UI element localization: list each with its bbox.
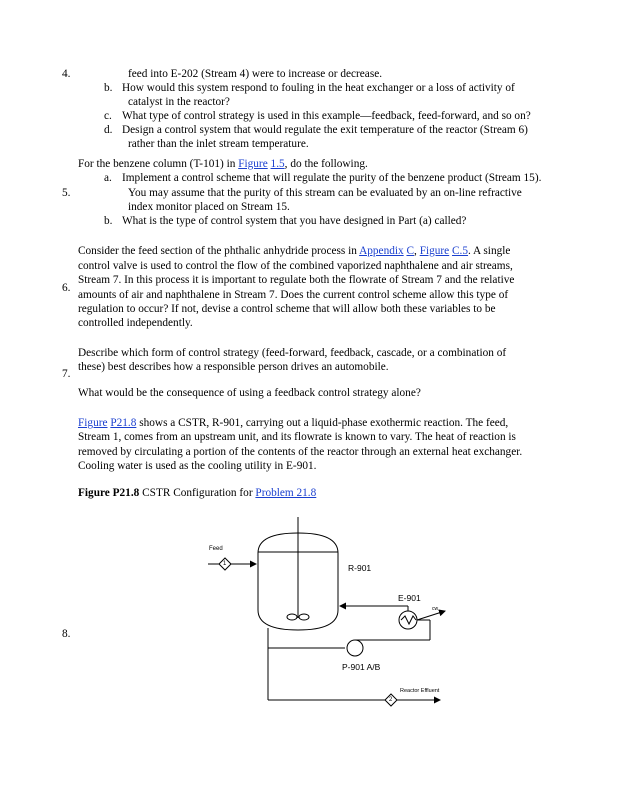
list-marker: c. [104, 110, 112, 122]
list-marker: a. [104, 172, 112, 184]
caption-label: Figure P21.8 [78, 487, 140, 499]
cooling-water-label: cw [432, 606, 439, 612]
question-text: feed into E-202 (Stream 4) were to increase or decrease. [128, 68, 383, 80]
question-text: index monitor placed on Stream 15. [128, 201, 290, 213]
question-text: What would be the consequence of using a feedback control strategy alone? [78, 387, 421, 399]
text-span: Consider the feed section of the phthalic anhydride process in [78, 245, 360, 257]
question-text: rather than the inlet stream temperature. [128, 138, 309, 150]
question-text: removed by circulating a portion of the contents of the reactor through an external heat exchanger. [78, 446, 523, 458]
question-text: Stream 7. In this process it is important to regulate both the flowrate of Stream 7 and the relative [78, 274, 515, 286]
pump-label: P-901 A/B [342, 662, 381, 672]
question-text: controlled independently. [78, 317, 193, 329]
figure-link[interactable]: C.5 [452, 245, 469, 257]
question-text: amounts of air and naphthalene in Stream 7. Does the current control scheme allow this type of [78, 289, 509, 301]
question-text: Design a control system that would regulate the exit temperature of the reactor (Stream 6) [122, 124, 528, 136]
question-text: How would this system respond to fouling in the heat exchanger or a loss of activity of [122, 82, 515, 94]
stream-number: 2 [389, 697, 393, 703]
text-span: . A single [468, 245, 511, 257]
question-text: regulation to occur? If not, devise a control scheme that will allow both these variables to be [78, 303, 496, 315]
figure-link[interactable]: P21.8 [110, 417, 137, 429]
question-number: 6. [62, 282, 71, 294]
question-text: Stream 1, comes from an upstream unit, and its flowrate is known to vary. The heat of reaction is [78, 431, 516, 443]
question-text: Implement a control scheme that will regulate the purity of the benzene product (Stream 15). [122, 172, 542, 184]
question-text: Cooling water is used as the cooling utility in E-901. [78, 460, 317, 472]
question-text: control valve is used to control the flow of the combined vaporized naphthalene and air streams, [78, 260, 513, 272]
question-number: 4. [62, 68, 71, 80]
effluent-label: Reactor Effluent [400, 688, 440, 694]
exchanger-label: E-901 [398, 593, 421, 603]
question-text: Describe which form of control strategy (feed-forward, feedback, cascade, or a combination of [78, 347, 507, 359]
list-marker: b. [104, 82, 113, 94]
question-text: What type of control strategy is used in this example—feedback, feed-forward, and so on? [122, 110, 531, 122]
question-text: What is the type of control system that you have designed in Part (a) called? [122, 215, 467, 227]
appendix-link[interactable]: C [406, 245, 415, 257]
question-number: 5. [62, 187, 71, 199]
figure-link[interactable]: Figure [78, 417, 108, 429]
stream-number: 1 [223, 561, 227, 567]
feed-label: Feed [209, 546, 223, 552]
question-text: You may assume that the purity of this stream can be evaluated by an on-line refractive [128, 187, 522, 199]
text-span: CSTR Configuration for [139, 487, 256, 499]
text-span: , [414, 245, 420, 257]
reactor-label: R-901 [348, 563, 372, 573]
cooling-water-line [417, 611, 445, 620]
question-text: catalyst in the reactor? [128, 96, 230, 108]
list-marker: d. [104, 124, 113, 136]
question-text: these) best describes how a responsible person drives an automobile. [78, 361, 389, 373]
figure-link[interactable]: Figure [238, 158, 268, 170]
pump [347, 640, 363, 656]
appendix-link[interactable]: Appendix [359, 245, 404, 257]
text-span: shows a CSTR, R-901, carrying out a liquid-phase exothermic reaction. The feed, [136, 417, 509, 429]
figure-link[interactable]: Figure [419, 245, 450, 257]
question-number: 8. [62, 628, 71, 640]
problem-link[interactable]: Problem 21.8 [255, 487, 317, 499]
text-span: For the benzene column (T-101) in [78, 158, 239, 170]
question-number: 7. [62, 368, 71, 380]
text-span: , do the following. [284, 158, 368, 170]
figure-link[interactable]: 1.5 [270, 158, 285, 170]
list-marker: b. [104, 215, 113, 227]
